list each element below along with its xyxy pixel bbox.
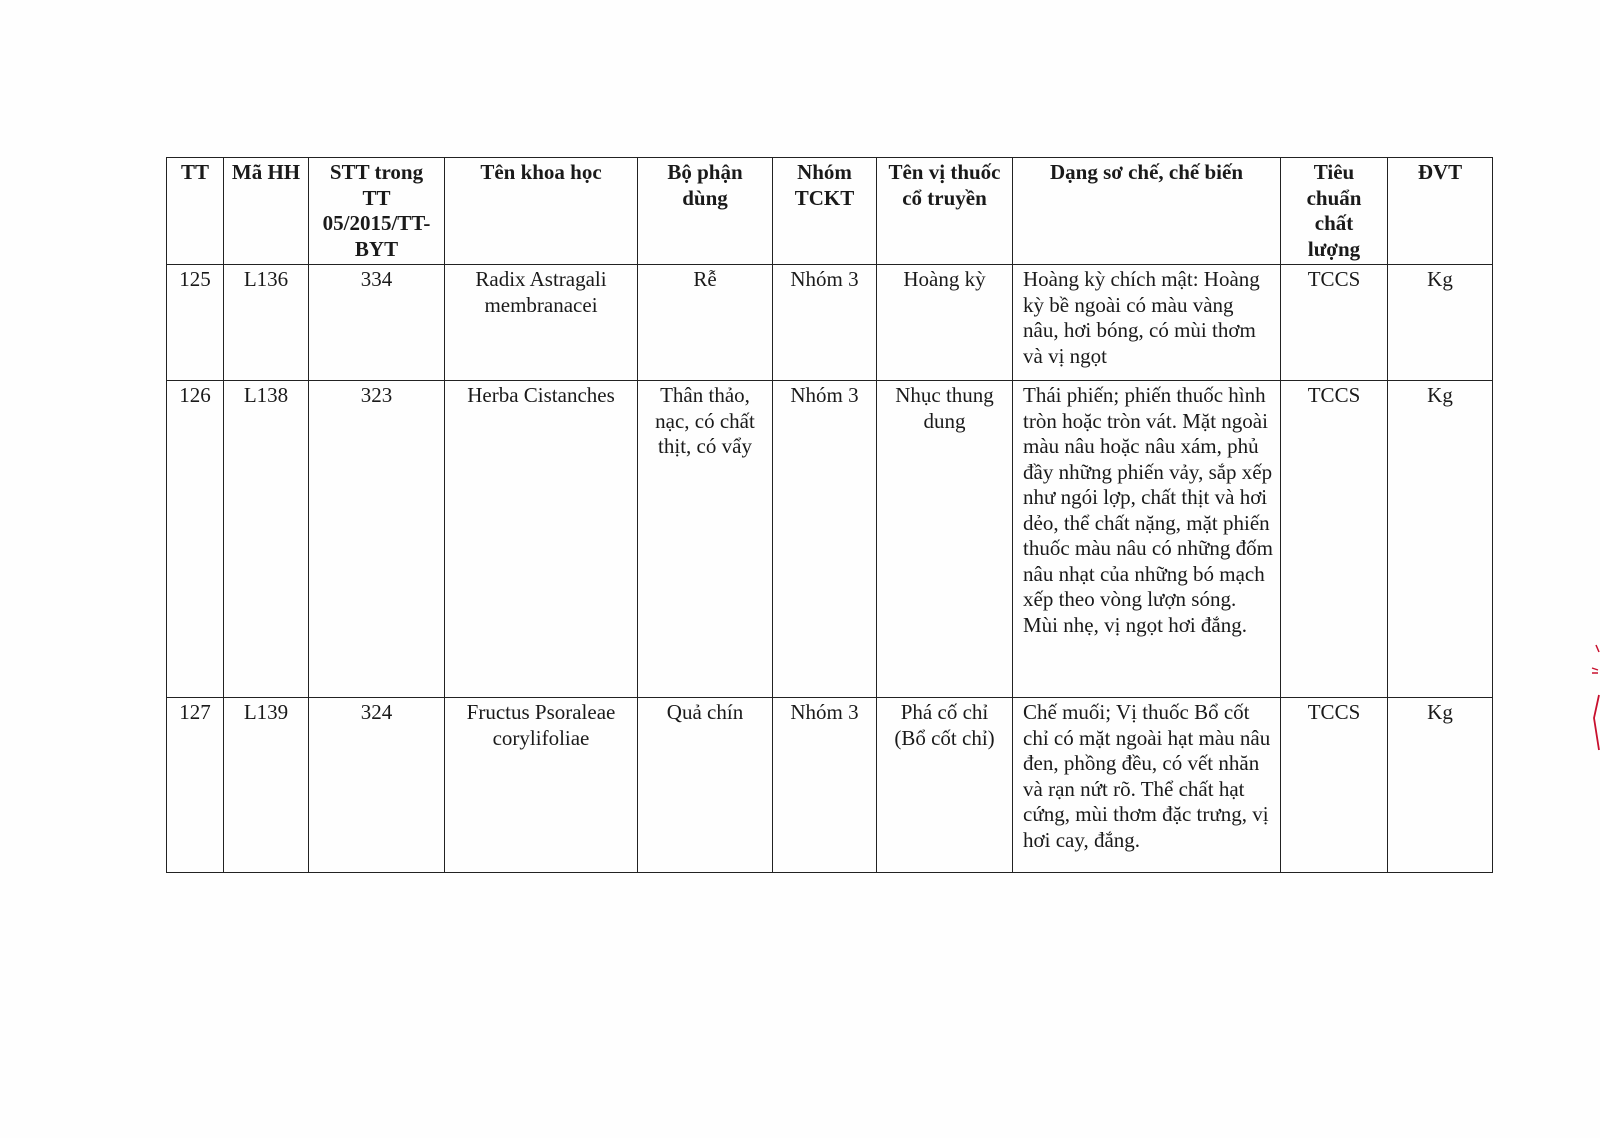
cell-tieu-chuan: TCCS [1281,698,1388,873]
cell-nhom: Nhóm 3 [773,698,877,873]
cell-dang-so-che: Thái phiến; phiến thuốc hình tròn hoặc tròn vát. Mặt ngoài màu nâu hoặc nâu xám, phủ đầy những phiến vảy, sắp xếp như ngói lợp, chất thịt và hơi dẻo, thể chất nặng, mặt phiến thuốc màu nâu có những đốm nâu nhạt của những bó mạch xếp theo vòng lượn sóng. Mùi nhẹ, vị ngọt hơi đắng. [1013,381,1281,698]
cell-ten-vi-thuoc: Nhục thung dung [877,381,1013,698]
cell-tt: 126 [167,381,224,698]
cell-nhom: Nhóm 3 [773,381,877,698]
cell-nhom: Nhóm 3 [773,265,877,381]
cell-tieu-chuan: TCCS [1281,265,1388,381]
header-dang-so-che: Dạng sơ chế, chế biến [1013,158,1281,265]
cell-dvt: Kg [1388,265,1493,381]
cell-bo-phan-dung: Thân thảo, nạc, có chất thịt, có vẩy [638,381,773,698]
header-ten-vi-thuoc: Tên vị thuốc cổ truyền [877,158,1013,265]
cell-stt: 324 [309,698,445,873]
cell-dvt: Kg [1388,698,1493,873]
header-ma-hh: Mã HH [224,158,309,265]
cell-ten-khoa-hoc: Herba Cistanches [445,381,638,698]
cell-dvt: Kg [1388,381,1493,698]
cell-bo-phan-dung: Rễ [638,265,773,381]
table-row [167,381,1493,698]
red-stamp-edge [1586,640,1600,760]
table-header-row [167,158,1493,265]
cell-tt: 125 [167,265,224,381]
cell-ma-hh: L138 [224,381,309,698]
cell-stt: 334 [309,265,445,381]
table-row [167,265,1493,381]
cell-ten-vi-thuoc: Phá cố chỉ (Bổ cốt chỉ) [877,698,1013,873]
header-nhom-tckt: Nhóm TCKT [773,158,877,265]
header-bo-phan-dung: Bộ phận dùng [638,158,773,265]
table-row [167,698,1493,873]
cell-ten-vi-thuoc: Hoàng kỳ [877,265,1013,381]
cell-tieu-chuan: TCCS [1281,381,1388,698]
cell-ma-hh: L136 [224,265,309,381]
header-stt: STT trong TT 05/2015/TT-BYT [309,158,445,265]
cell-ten-khoa-hoc: Fructus Psoraleae corylifoliae [445,698,638,873]
cell-tt: 127 [167,698,224,873]
cell-ma-hh: L139 [224,698,309,873]
header-tt: TT [167,158,224,265]
cell-dang-so-che: Chế muối; Vị thuốc Bổ cốt chỉ có mặt ngoài hạt màu nâu đen, phồng đều, có vết nhăn và rạn nứt rõ. Thể chất hạt cứng, mùi thơm đặc trưng, vị hơi cay, đắng. [1013,698,1281,873]
header-tieu-chuan: Tiêu chuẩn chất lượng [1281,158,1388,265]
cell-bo-phan-dung: Quả chín [638,698,773,873]
header-ten-khoa-hoc: Tên khoa học [445,158,638,265]
herb-table [166,157,1493,873]
cell-dang-so-che: Hoàng kỳ chích mật: Hoàng kỳ bề ngoài có màu vàng nâu, hơi bóng, có mùi thơm và vị ngọt [1013,265,1281,381]
header-dvt: ĐVT [1388,158,1493,265]
cell-stt: 323 [309,381,445,698]
cell-ten-khoa-hoc: Radix Astragali membranacei [445,265,638,381]
